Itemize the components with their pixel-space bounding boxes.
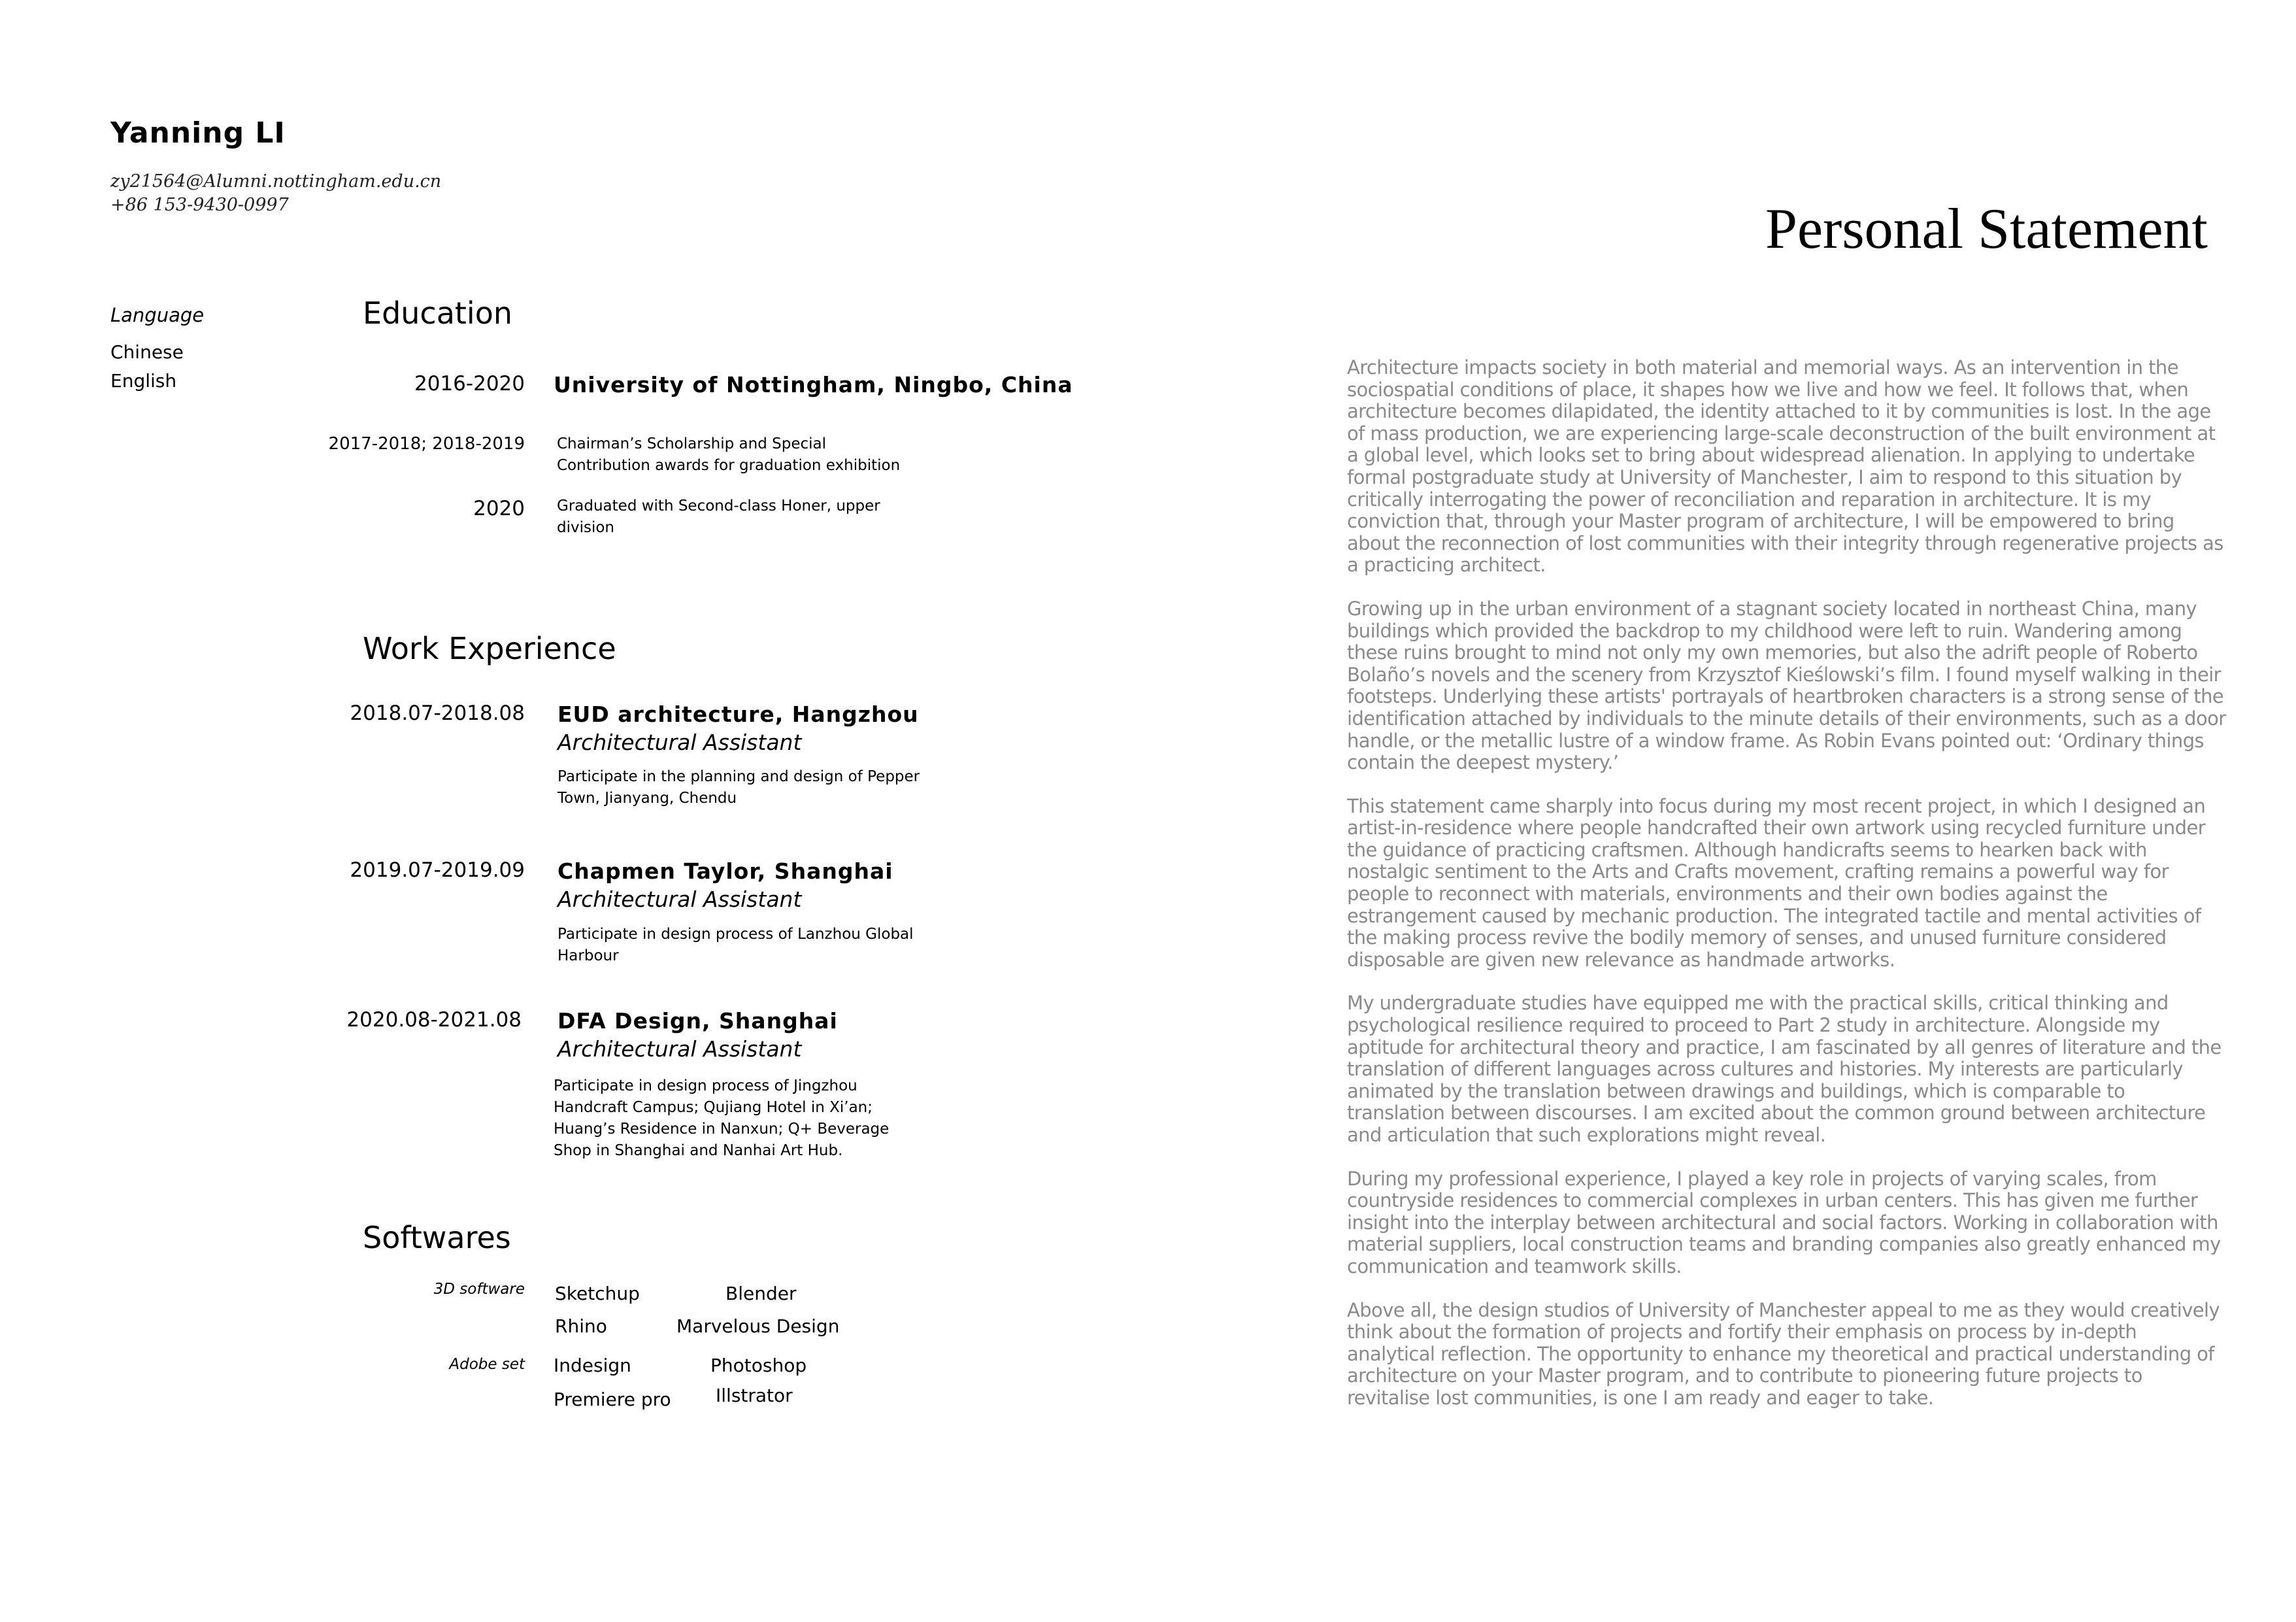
statement-paragraph-2: Growing up in the urban environment of a stagnant society located in northeast China, many buildings which provided the backdrop to my childhood were left to ruin. Wandering among these ruins brought to mind not only my own memories, but also the adrift people of Roberto Bolaño’s novels and the scenery from Krzysztof Kieślowski’s film. I found myself walking in their footsteps. Underlying these artists' portrayals of heartbroken characters is a strong sense of the identification attached by individuals to the minute details of their environments, such as a door handle, or the metallic lustre of a window frame. As Robin Evans pointed out: ‘Ordinary things contain the deepest mystery.’ bbox=[1347, 597, 2226, 774]
education-date-1: 2016-2020 bbox=[414, 372, 525, 396]
work-org-2: Chapmen Taylor, Shanghai bbox=[557, 858, 893, 884]
software-illustrator: Illstrator bbox=[716, 1385, 793, 1406]
work-date-2: 2019.07-2019.09 bbox=[350, 858, 525, 882]
work-role-1: Architectural Assistant bbox=[557, 730, 802, 755]
work-org-3: DFA Design, Shanghai bbox=[557, 1008, 838, 1034]
work-heading: Work Experience bbox=[363, 631, 616, 666]
statement-paragraph-3: This statement came sharply into focus during my most recent project, in which I designed an artist-in-residence where people handcrafted their own artwork using recycled furniture under the guidance of practicing craftsmen. Although handicrafts seems to hearken back with nostalgic sentiment to the Arts and Crafts movement, crafting remains a powerful way for people to reconnect with materials, environments and their own bodies against the estrangement caused by mechanic production. The integrated tactile and mental activities of the making process revive the bodily memory of senses, and unused furniture considered disposable are given new relevance as handmade artworks. bbox=[1347, 794, 2206, 971]
statement-paragraph-4: My undergraduate studies have equipped me with the practical skills, critical thinking and psychological resilience required to proceed to Part 2 study in architecture. Alongside my aptitude for architectural theory and practice, I am fascinated by all genres of literature and the translation of different languages across cultures and histories. My interests are particularly animated by the translation between drawings and buildings, which is comparable to translation between discourses. I am excited about the common ground between architecture and articulation that such explorations might reveal. bbox=[1347, 992, 2221, 1146]
education-date-2: 2017-2018; 2018-2019 bbox=[328, 434, 525, 454]
statement-title: Personal Statement bbox=[1765, 197, 2208, 261]
email-text: zy21564@Alumni.nottingham.edu.cn bbox=[110, 171, 442, 192]
software-blender: Blender bbox=[725, 1283, 797, 1304]
software-sketchup: Sketchup bbox=[555, 1283, 640, 1304]
software-rhino: Rhino bbox=[555, 1315, 607, 1337]
work-desc-2: Participate in design process of Lanzhou Global Harbour bbox=[557, 926, 914, 964]
software-photoshop: Photoshop bbox=[710, 1355, 807, 1376]
software-marvelous: Marvelous Design bbox=[676, 1315, 840, 1337]
statement-paragraph-1: Architecture impacts society in both material and memorial ways. As an intervention in the sociospatial conditions of place, it shapes how we live and how we feel. It follows that, when architecture becomes dilapidated, the identity attached to it by communities is lost. In the age of mass production, we are experiencing large-scale deconstruction of the built environment at a global level, which looks set to bring about widespread alienation. In applying to undertake formal postgraduate study at University of Manchester, I aim to respond to this situation by critically interrogating the power of reconciliation and reparation in architecture. It is my conviction that, through your Master program of architecture, I will be empowered to bring about the reconnection of lost communities with their integrity through regenerative projects as a practicing architect. bbox=[1347, 356, 2223, 577]
statement-body bbox=[1347, 357, 2226, 1431]
statement-paragraph-6: Above all, the design studios of University of Manchester appeal to me as they would creatively think about the formation of projects and fortify their emphasis on process by in-depth analytical reflection. The opportunity to enhance my theoretical and practical understanding of architecture on your Master program, and to contribute to pioneering future projects to revitalise lost communities, is one I am ready and eager to take. bbox=[1347, 1298, 2220, 1409]
software-adobe-label: Adobe set bbox=[449, 1356, 525, 1373]
education-heading: Education bbox=[363, 296, 513, 331]
software-premiere: Premiere pro bbox=[554, 1389, 671, 1410]
language-label: Language bbox=[110, 304, 205, 326]
work-desc-3: Participate in design process of Jingzhou Handcraft Campus; Qujiang Hotel in Xi’an; Huang’s Residence in Nanxun; Q+ Beverage Shop in Shanghai and Nanhai Art Hub. bbox=[554, 1077, 890, 1159]
work-role-3: Architectural Assistant bbox=[557, 1036, 802, 1062]
phone-text: +86 153-9430-0997 bbox=[110, 195, 289, 215]
language-english: English bbox=[110, 370, 177, 392]
education-university: University of Nottingham, Ningbo, China bbox=[554, 372, 1073, 397]
software-indesign: Indesign bbox=[554, 1355, 631, 1376]
work-date-3: 2020.08-2021.08 bbox=[346, 1008, 522, 1032]
applicant-name: Yanning LI bbox=[110, 116, 286, 150]
language-chinese: Chinese bbox=[110, 341, 184, 363]
education-degree: Graduated with Second-class Honer, upper division bbox=[557, 498, 880, 536]
statement-paragraph-5: During my professional experience, I played a key role in projects of varying scales, from countryside residences to commercial complexes in urban centers. This has given me further insight into the interplay between architectural and social factors. Working in collaboration with material suppliers, local construction teams and branding companies also greatly enhanced my communication and teamwork skills. bbox=[1347, 1167, 2221, 1277]
education-awards: Chairman’s Scholarship and Special Contribution awards for graduation exhibition bbox=[557, 435, 901, 474]
work-desc-1: Participate in the planning and design of Pepper Town, Jianyang, Chendu bbox=[557, 768, 920, 807]
work-org-1: EUD architecture, Hangzhou bbox=[557, 701, 919, 727]
work-date-1: 2018.07-2018.08 bbox=[350, 701, 525, 725]
work-role-2: Architectural Assistant bbox=[557, 887, 802, 912]
software-heading: Softwares bbox=[363, 1220, 511, 1255]
education-date-3: 2020 bbox=[473, 497, 525, 520]
software-3d-label: 3D software bbox=[433, 1281, 525, 1298]
